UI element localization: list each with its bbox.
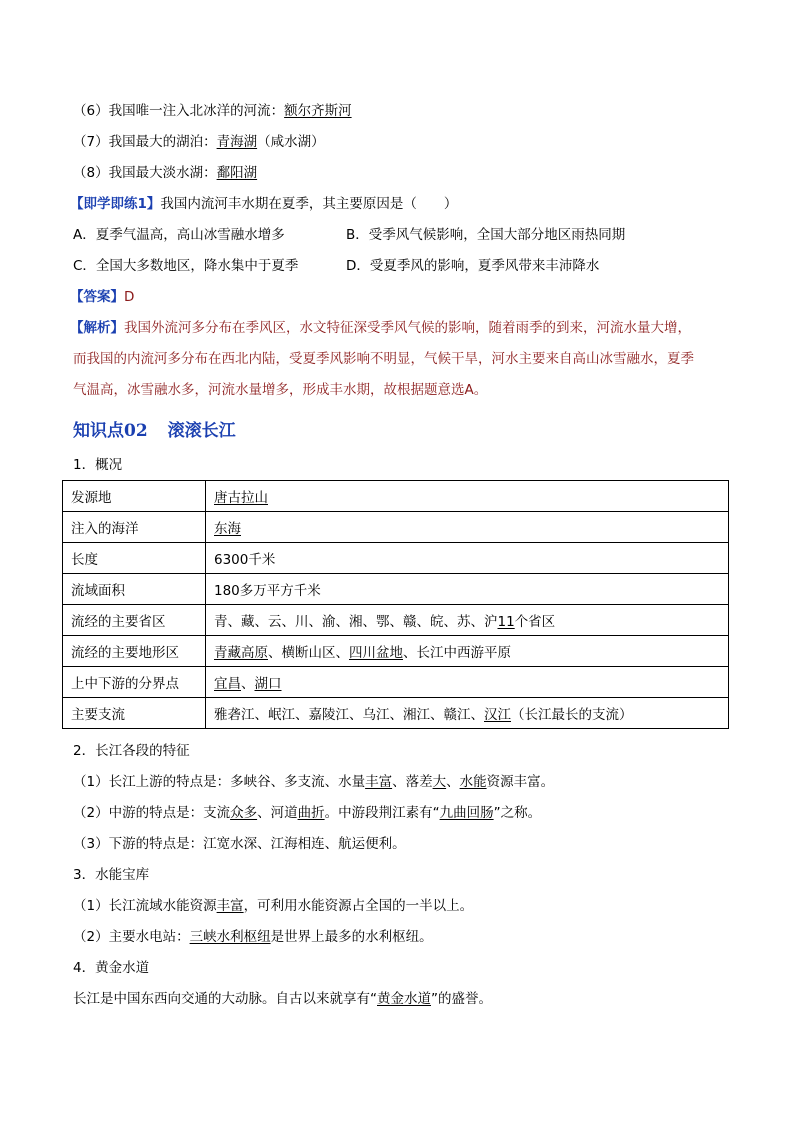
option-c: C．全国大多数地区，降水集中于夏季 <box>73 258 299 274</box>
row-value: 宜昌、湖口 <box>206 667 729 698</box>
option-a: A．夏季气温高，高山冰雪融水增多 <box>73 227 285 243</box>
row-value: 青藏高原、横断山区、四川盆地、长江中西游平原 <box>206 636 729 667</box>
hydro-title: 3．水能宝库 <box>73 867 150 883</box>
features-upper: （1）长江上游的特点是：多峡谷、多支流、水量丰富、落差大、水能资源丰富。 <box>73 774 555 790</box>
row-key: 长度 <box>63 543 206 574</box>
section-heading <box>73 416 236 441</box>
practice-tag: 【即学即练1】 <box>70 196 161 212</box>
answer-blank: 青海湖 <box>216 134 258 150</box>
table-row <box>63 605 729 636</box>
table-row <box>63 574 729 605</box>
row-key: 发源地 <box>63 481 206 512</box>
row-value: 唐古拉山 <box>206 481 729 512</box>
row-value: 青、藏、云、川、渝、湘、鄂、赣、皖、苏、沪11个省区 <box>206 605 729 636</box>
analysis-tag: 【解析】 <box>70 320 124 336</box>
row-key: 流域面积 <box>63 574 206 605</box>
table-row <box>63 543 729 574</box>
section-number: 知识点02 <box>73 421 148 441</box>
row-key: 注入的海洋 <box>63 512 206 543</box>
row-value: 6300千米 <box>206 543 729 574</box>
overview-table <box>62 480 729 729</box>
features-title: 2．长江各段的特征 <box>73 743 190 759</box>
features-middle: （2）中游的特点是：支流众多、河道曲折。中游段荆江素有“九曲回肠”之称。 <box>73 805 542 821</box>
answer-value: D <box>124 289 135 305</box>
option-d: D．受夏季风的影响，夏季风带来丰沛降水 <box>346 258 600 274</box>
row-key: 主要支流 <box>63 698 206 729</box>
list-item-6: （6）我国唯一注入北冰洋的河流：额尔齐斯河 <box>73 103 352 119</box>
hydro-line-1: （1）长江流域水能资源丰富，可利用水能资源占全国的一半以上。 <box>73 898 474 914</box>
row-key: 流经的主要省区 <box>63 605 206 636</box>
list-item-8: （8）我国最大淡水湖：鄱阳湖 <box>73 165 258 181</box>
row-key: 上中下游的分界点 <box>63 667 206 698</box>
table-row <box>63 667 729 698</box>
analysis-line-2: 而我国的内流河多分布在西北内陆，受夏季风影响不明显，气候干旱，河水主要来自高山冰雪融水，夏季 <box>73 351 694 367</box>
features-lower: （3）下游的特点是：江宽水深、江海相连、航运便利。 <box>73 836 406 852</box>
answer-tag: 【答案】 <box>70 289 124 305</box>
table-row <box>63 512 729 543</box>
table-row <box>63 636 729 667</box>
analysis-line-1: 【解析】我国外流河多分布在季风区，水文特征深受季风气候的影响，随着雨季的到来，河流水量大增， <box>70 320 691 336</box>
answer-blank: 鄱阳湖 <box>216 165 258 181</box>
option-b: B．受季风气候影响，全国大部分地区雨热同期 <box>346 227 626 243</box>
row-value: 雅砻江、岷江、嘉陵江、乌江、湘江、赣江、汉江（长江最长的支流） <box>206 698 729 729</box>
practice-question: 【即学即练1】我国内流河丰水期在夏季，其主要原因是（ ） <box>70 196 458 212</box>
row-value: 180多万平方千米 <box>206 574 729 605</box>
table-row <box>63 481 729 512</box>
overview-title: 1．概况 <box>73 457 123 473</box>
answer-blank: 额尔齐斯河 <box>284 103 352 119</box>
answer-line <box>70 287 134 307</box>
row-value: 东海 <box>206 512 729 543</box>
table-row <box>63 698 729 729</box>
hydro-line-2: （2）主要水电站：三峡水利枢纽是世界上最多的水利枢纽。 <box>73 929 433 945</box>
golden-title: 4．黄金水道 <box>73 960 150 976</box>
row-key: 流经的主要地形区 <box>63 636 206 667</box>
list-item-7: （7）我国最大的湖泊：青海湖（咸水湖） <box>73 134 325 150</box>
section-title: 滚滚长江 <box>167 421 236 441</box>
golden-line: 长江是中国东西向交通的大动脉。自古以来就享有“黄金水道”的盛誉。 <box>73 991 492 1007</box>
analysis-line-3: 气温高，冰雪融水多，河流水量增多，形成丰水期，故根据题意选A。 <box>73 382 488 398</box>
